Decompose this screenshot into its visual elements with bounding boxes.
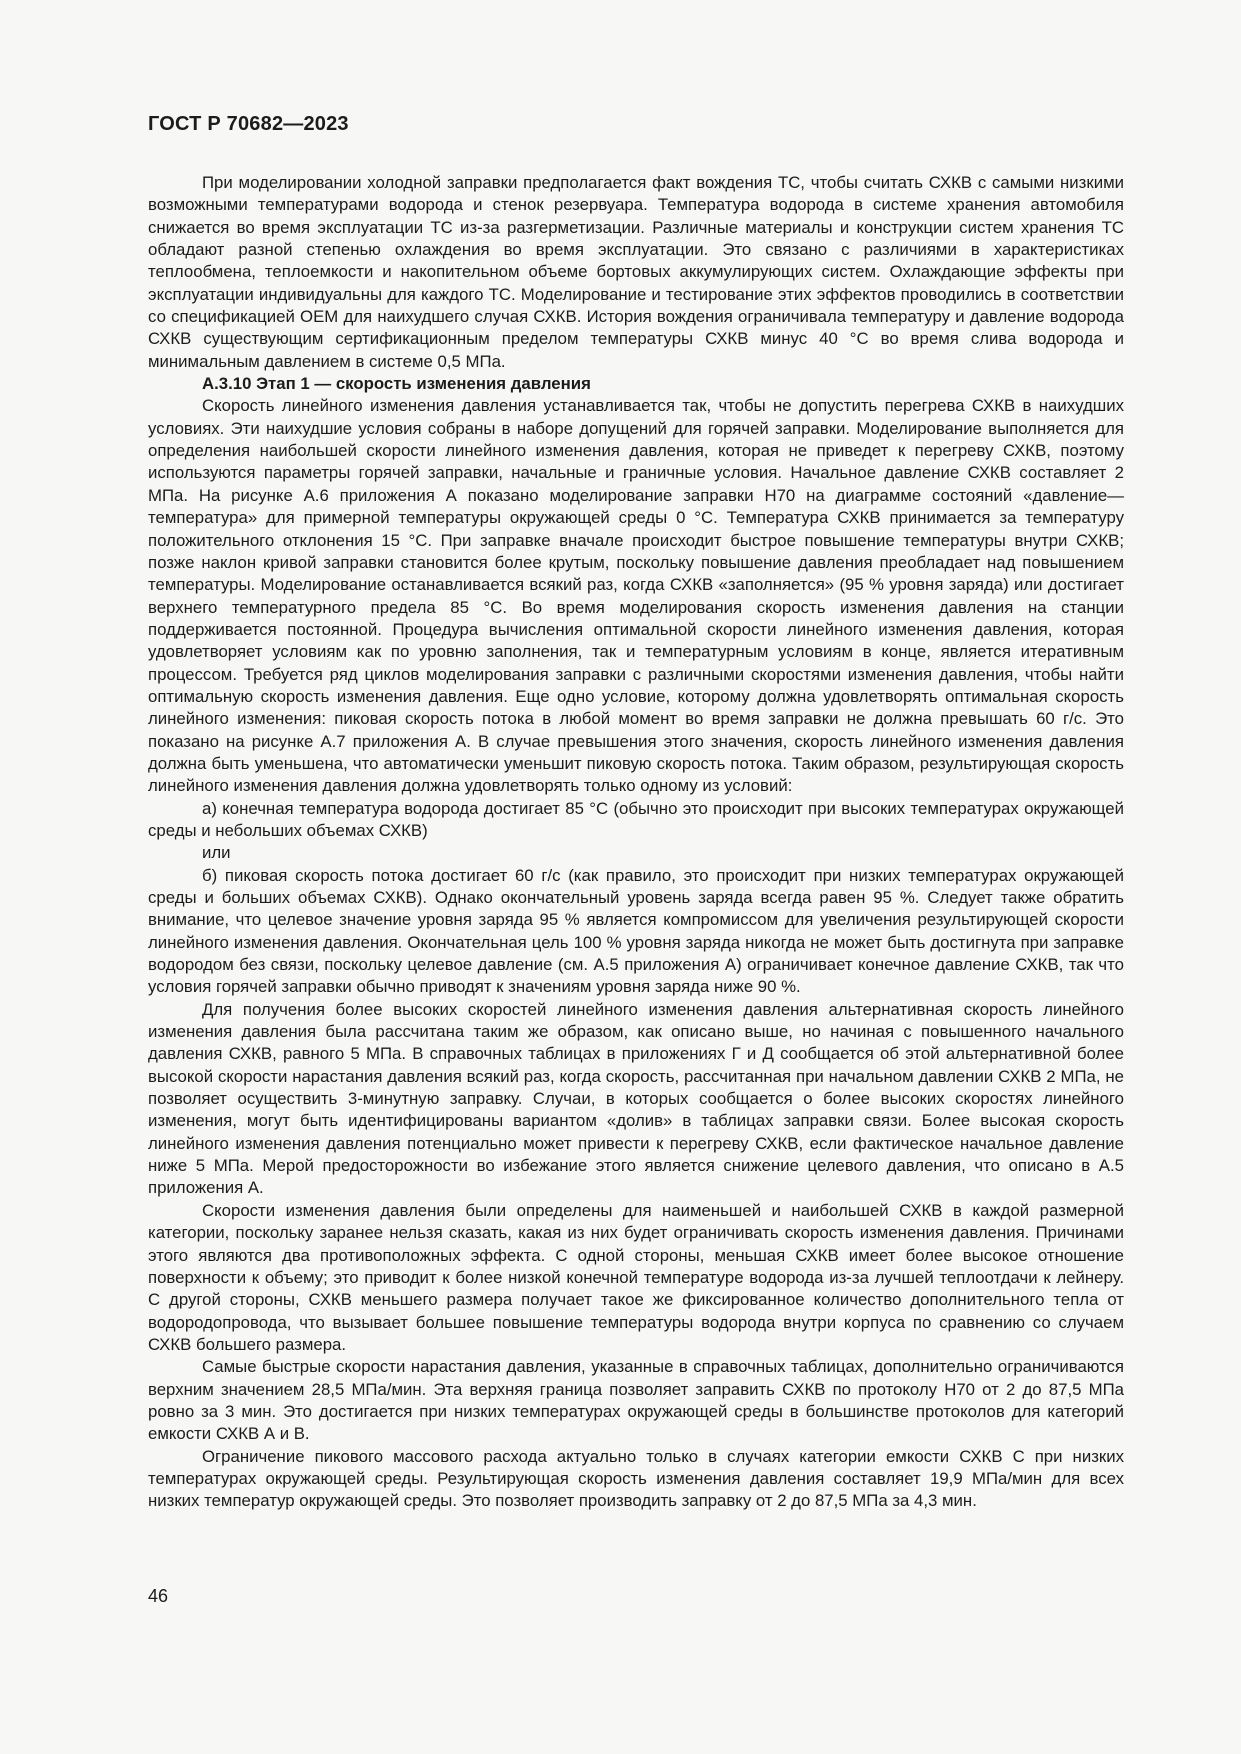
list-item-a: а) конечная температура водорода достигает 85 °С (обычно это происходит при высоких температурах окружающей среды и небольших объемах СХКВ): [148, 798, 1124, 840]
document-body: [148, 172, 1124, 1513]
page-number: 46: [148, 1586, 169, 1606]
paragraph-alternative-ramp: Для получения более высоких скоростей линейного изменения давления альтернативная скорость линейного изменения давления была рассчитана таким же образом, как описано выше, но начиная с повышенного начального давления СХКВ, равного 5 МПа. В справочных таблицах в приложениях Г и Д сообщается об этой альтернативной более высокой скорости нарастания давления всякий раз, когда скорость, рассчитанная при начальном давлении СХКВ 2 МПа, не позволяет осуществить 3-минутную заправку. Случаи, в которых сообщается о более высоких скоростях линейного изменения, могут быть идентифицированы вариантом «долив» в таблицах заправки связи. Более высокая скорость линейного изменения давления потенциально может привести к перегреву СХКВ, если фактическое начальное давление ниже 5 МПа. Мерой предосторожности во избежание этого является снижение целевого давления, что описано в А.5 приложения А.: [148, 999, 1124, 1198]
paragraph-upper-limit: Самые быстрые скорости нарастания давления, указанные в справочных таблицах, дополнительно ограничиваются верхним значением 28,5 МПа/мин. Эта верхняя граница позволяет заправить СХКВ по протоколу Н70 от 2 до 87,5 МПа ровно за 3 мин. Это достигается при низких температурах окружающей среды в большинстве протоколов для категорий емкости СХКВ А и В.: [148, 1357, 1124, 1444]
list-item-b: б) пиковая скорость потока достигает 60 г/с (как правило, это происходит при низких температурах окружающей среды и больших объемах СХКВ). Однако окончательный уровень заряда всегда равен 95 %. Следует также обратить внимание, что целевое значение уровня заряда 95 % является компромиссом для увеличения результирующей скорости линейного изменения давления. Окончательная цель 100 % уровня заряда никогда не может быть достигнута при заправке водородом без связи, поскольку целевое давление (см. А.5 приложения А) ограничивает конечное давление СХКВ, так что условия горячей заправки обычно приводят к значениям уровня заряда ниже 90 %.: [148, 865, 1124, 997]
paragraph-size-categories: Скорости изменения давления были определены для наименьшей и наибольшей СХКВ в каждой размерной категории, поскольку заранее нельзя сказать, какая из них будет ограничивать скорость изменения давления. Причинами этого являются два противоположных эффекта. С одной стороны, меньшая СХКВ имеет более высокое отношение поверхности к объему; это приводит к более низкой конечной температуре водорода из-за лучшей теплоотдачи к лейнеру. С другой стороны, СХКВ меньшего размера получает такое же фиксированное количество дополнительного тепла от водородопровода, что вызывает большее повышение температуры водорода внутри корпуса по сравнению со случаем СХКВ большего размера.: [148, 1200, 1124, 1354]
paragraph-ramp-rate: Скорость линейного изменения давления устанавливается так, чтобы не допустить перегрева СХКВ в наихудших условиях. Эти наихудшие условия собраны в наборе допущений для горячей заправки. Моделирование выполняется для определения наибольшей скорости линейного изменения давления, которая не приведет к перегреву СХКВ, поэтому используются параметры горячей заправки, начальные и граничные условия. Начальное давление СХКВ составляет 2 МПа. На рисунке А.6 приложения А показано моделирование заправки Н70 на диаграмме состояний «давление—температура» для примерной температуры окружающей среды 0 °С. Температура СХКВ принимается за температуру положительного отклонения 15 °С. При заправке вначале происходит быстрое повышение температуры внутри СХКВ; позже наклон кривой заправки становится более крутым, поскольку повышение давления преобладает над повышением температуры. Моделирование останавливается всякий раз, когда СХКВ «заполняется» (95 % уровня заряда) или достигает верхнего температурного предела 85 °С. Во время моделирования скорость изменения давления на станции поддерживается постоянной. Процедура вычисления оптимальной скорости линейного изменения давления, которая удовлетворяет условиям как по уровню заполнения, так и температурным условиям в конце, является итеративным процессом. Требуется ряд циклов моделирования заправки с различными скоростями изменения давления, чтобы найти оптимальную скорость изменения давления. Еще одно условие, которому должна удовлетворять оптимальная скорость линейного изменения: пиковая скорость потока в любой момент во время заправки не должна превышать 60 г/с. Это показано на рисунке А.7 приложения А. В случае превышения этого значения, скорость линейного изменения давления должна быть уменьшена, что автоматически уменьшит пиковую скорость потока. Таким образом, результирующая скорость линейного изменения давления должна удовлетворять только одному из условий:: [148, 396, 1124, 796]
list-connector: или: [202, 843, 231, 863]
paragraph-cold-fill: При моделировании холодной заправки предполагается факт вождения ТС, чтобы считать СХКВ с самыми низкими возможными температурами водорода и стенок резервуара. Температура водорода в системе хранения автомобиля снижается во время эксплуатации ТС из-за разгерметизации. Различные материалы и конструкции систем хранения ТС обладают разной степенью охлаждения во время эксплуатации. Это связано с различиями в характеристиках теплообмена, теплоемкости и накопительном объеме бортовых аккумулирующих систем. Охлаждающие эффекты при эксплуатации индивидуальны для каждого ТС. Моделирование и тестирование этих эффектов проводились в соответствии со спецификацией OEM для наихудшего случая СХКВ. История вождения ограничивала температуру и давление водорода СХКВ существующим сертификационным пределом температуры СХКВ минус 40 °С во время слива водорода и минимальным давлением в системе 0,5 МПа.: [148, 173, 1124, 371]
section-heading: А.3.10 Этап 1 — скорость изменения давления: [202, 374, 591, 394]
paragraph-peak-flow: Ограничение пикового массового расхода актуально только в случаях категории емкости СХКВ С при низких температурах окружающей среды. Результирующая скорость изменения давления составляет 19,9 МПа/мин для всех низких температур окружающей среды. Это позволяет производить заправку от 2 до 87,5 МПа за 4,3 мин.: [148, 1446, 1124, 1511]
document-header: ГОСТ Р 70682—2023: [148, 113, 349, 135]
